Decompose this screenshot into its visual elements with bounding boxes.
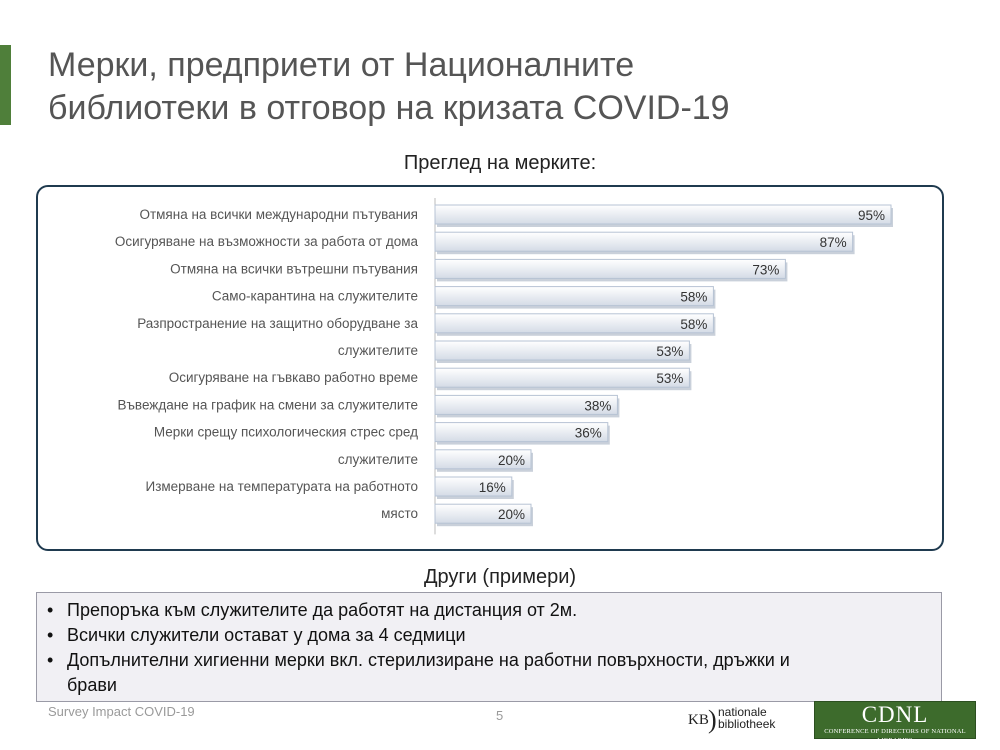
kb-logo <box>688 706 798 734</box>
bar <box>435 205 891 224</box>
bar-value-label: 95% <box>857 208 885 223</box>
bar-value-label: 58% <box>680 289 708 305</box>
cdnl-logo <box>814 701 976 744</box>
bar-value-label: 36% <box>574 425 602 441</box>
bar-value-label: 38% <box>584 398 612 414</box>
page-number: 5 <box>496 708 504 723</box>
page-title-line-1: Мерки, предприети от Националните <box>48 46 635 84</box>
bar-value-label: 73% <box>752 262 780 278</box>
others-list-item: • Препоръка към служителите да работят на дистанция от 2м. <box>67 598 941 623</box>
bar <box>435 368 689 387</box>
kb-logo-text <box>718 706 775 730</box>
category-label: Осигуряване на възможности за работа от дома <box>114 234 418 250</box>
others-list-item-continuation: брави <box>67 675 117 695</box>
cdnl-logo-subtitle: CONFERENCE OF DIRECTORS OF NATIONAL LIBRARIES <box>824 728 966 744</box>
others-examples-box <box>36 592 942 702</box>
bar-value-label: 20% <box>497 452 525 468</box>
kb-logo-line-2: bibliotheek <box>718 717 776 731</box>
bar-value-label: 16% <box>478 480 506 495</box>
footer-survey-label: Survey Impact COVID-19 <box>48 704 195 719</box>
category-label: Отмяна на всички вътрешни пътувания <box>170 261 418 277</box>
bar <box>435 287 713 306</box>
others-list-item: • Допълнителни хигиенни мерки вкл. стерилизиране на работни повърхности, дръжки и <box>67 648 941 673</box>
category-label: Осигуряване на гъвкаво работно време <box>168 370 418 386</box>
bar-value-label: 53% <box>656 371 684 387</box>
category-label: Разпространение на защитно оборудване за <box>137 315 418 331</box>
kb-logo-mark: KB <box>688 712 709 728</box>
bar-value-label: 20% <box>497 507 525 523</box>
title-accent-bar <box>0 45 11 125</box>
category-label: Измерване на температурата на работното <box>145 479 418 494</box>
bar <box>435 232 853 251</box>
others-list <box>37 593 941 698</box>
measures-bar-chart <box>38 187 942 549</box>
category-label: служителите <box>337 451 418 467</box>
others-list-item: • Всички служители остават у дома за 4 седмици <box>67 623 941 648</box>
category-label: Въвеждане на график на смени за служителите <box>117 397 418 413</box>
cdnl-logo-title: CDNL <box>861 702 929 727</box>
others-heading: Други (примери) <box>423 566 577 588</box>
category-label: Мерки срещу психологическия стрес сред <box>153 424 418 440</box>
overview-heading: Преглед на мерките: <box>403 152 597 174</box>
category-label: Отмяна на всички международни пътувания <box>139 207 418 222</box>
kb-logo-line-1: nationale <box>718 705 767 719</box>
category-label: Само-карантина на служителите <box>211 288 418 304</box>
category-label: служителите <box>337 343 418 358</box>
bar-value-label: 87% <box>819 235 847 251</box>
bar <box>435 259 785 278</box>
kb-logo-divider: ) <box>708 705 717 734</box>
bar-value-label: 58% <box>680 316 708 332</box>
chart-panel <box>36 185 944 551</box>
page-title <box>48 44 948 130</box>
page-title-line-2: библиотеки в отговор на кризата COVID-19 <box>48 89 730 127</box>
bar <box>435 314 713 333</box>
category-label: място <box>381 506 418 522</box>
bar-value-label: 53% <box>656 344 684 359</box>
bar <box>435 341 689 360</box>
